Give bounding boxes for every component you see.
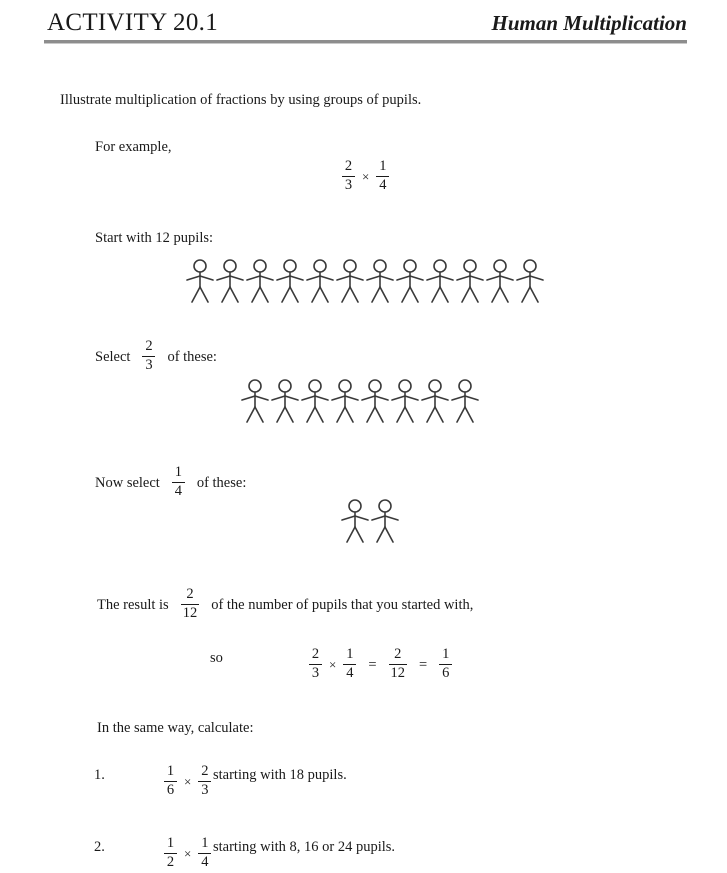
- exercise-1-text: starting with 18 pupils.: [213, 767, 347, 783]
- pupil-figure: [395, 258, 425, 303]
- result-equation: [305, 648, 456, 682]
- stick-figure-pupil-icon: [300, 378, 330, 423]
- multiply-operator: ×: [329, 657, 337, 672]
- stick-figure-pupil-icon: [360, 378, 390, 423]
- multiply-operator: ×: [184, 846, 192, 861]
- pupil-figure: [335, 258, 365, 303]
- stick-figure-pupil-icon: [485, 258, 515, 303]
- exercise-2-text: starting with 8, 16 or 24 pupils.: [213, 839, 396, 855]
- fraction-one-half: $\frac{1}{2}$: [164, 836, 177, 870]
- step-3-label: [95, 466, 246, 500]
- stick-figure-pupil-icon: [240, 378, 270, 423]
- exercise-1-number: 1.: [94, 767, 105, 783]
- pupil-figure: [275, 258, 305, 303]
- pupil-figure: [305, 258, 335, 303]
- pupil-figure: [365, 258, 395, 303]
- pupil-figure: [485, 258, 515, 303]
- step-2-label-before: Select: [95, 348, 131, 365]
- page-subtitle: Human Multiplication: [491, 11, 687, 35]
- intro-text: Illustrate multiplication of fractions by using groups of pupils.: [60, 92, 422, 108]
- pupil-figure: [455, 258, 485, 303]
- exercise-2-expression: [160, 837, 215, 871]
- pupil-figure: [270, 378, 300, 423]
- fraction-two-twelfths: $\frac{2}{12}$: [390, 646, 406, 681]
- fraction-one-quarter: $\frac{1}{4}$: [343, 647, 356, 681]
- fraction-two-twelfths: $\frac{2}{12}$: [182, 586, 198, 621]
- stick-figure-pupil-icon: [275, 258, 305, 303]
- step-3-label-before: Now select: [95, 474, 160, 491]
- stick-figure-pupil-icon: [340, 498, 370, 543]
- result-text-before: The result is: [97, 596, 169, 613]
- example-label: For example,: [95, 139, 172, 155]
- page-title: ACTIVITY 20.1: [47, 9, 219, 36]
- pupil-row-twelve: [185, 258, 545, 303]
- step-3-label-after: of these:: [196, 474, 247, 491]
- page-header: [47, 8, 687, 38]
- pupil-figure: [330, 378, 360, 423]
- step-1-label: Start with 12 pupils:: [95, 230, 214, 246]
- pupil-figure: [425, 258, 455, 303]
- stick-figure-pupil-icon: [420, 378, 450, 423]
- fraction-one-quarter: $\frac{1}{4}$: [198, 836, 211, 870]
- equals-sign: =: [419, 656, 428, 673]
- fraction-two-thirds: $\frac{2}{3}$: [142, 339, 155, 373]
- fraction-two-thirds: $\frac{2}{3}$: [198, 764, 211, 798]
- fraction-one-quarter: $\frac{1}{4}$: [376, 159, 389, 193]
- pupil-figure: [215, 258, 245, 303]
- stick-figure-pupil-icon: [365, 258, 395, 303]
- stick-figure-pupil-icon: [450, 378, 480, 423]
- fraction-one-sixth: $\frac{1}{6}$: [164, 764, 177, 798]
- stick-figure-pupil-icon: [455, 258, 485, 303]
- stick-figure-pupil-icon: [270, 378, 300, 423]
- stick-figure-pupil-icon: [515, 258, 545, 303]
- pupil-figure: [340, 498, 370, 543]
- fraction-one-quarter: $\frac{1}{4}$: [172, 465, 185, 499]
- step-2-label: [95, 340, 217, 374]
- stick-figure-pupil-icon: [330, 378, 360, 423]
- pupil-figure: [185, 258, 215, 303]
- pupil-figure: [420, 378, 450, 423]
- stick-figure-pupil-icon: [395, 258, 425, 303]
- stick-figure-pupil-icon: [370, 498, 400, 543]
- pupil-row-eight: [240, 378, 480, 423]
- pupil-figure: [240, 378, 270, 423]
- fraction-two-thirds: $\frac{2}{3}$: [309, 647, 322, 681]
- stick-figure-pupil-icon: [390, 378, 420, 423]
- stick-figure-pupil-icon: [335, 258, 365, 303]
- result-statement: [97, 588, 473, 622]
- pupil-figure: [300, 378, 330, 423]
- stick-figure-pupil-icon: [425, 258, 455, 303]
- so-label: so: [210, 650, 223, 666]
- pupil-figure: [390, 378, 420, 423]
- multiply-operator: ×: [362, 169, 370, 184]
- exercise-1-expression: [160, 765, 215, 799]
- pupil-figure: [245, 258, 275, 303]
- stick-figure-pupil-icon: [245, 258, 275, 303]
- result-text-after: of the number of pupils that you started with,: [211, 596, 474, 613]
- stick-figure-pupil-icon: [185, 258, 215, 303]
- multiply-operator: ×: [184, 774, 192, 789]
- stick-figure-pupil-icon: [305, 258, 335, 303]
- fraction-one-sixth: $\frac{1}{6}$: [439, 647, 452, 681]
- stick-figure-pupil-icon: [215, 258, 245, 303]
- exercises-heading: In the same way, calculate:: [97, 720, 254, 736]
- equals-sign: =: [368, 656, 377, 673]
- example-expression: [338, 160, 393, 194]
- pupil-figure: [450, 378, 480, 423]
- exercise-2-number: 2.: [94, 839, 105, 855]
- header-divider: [44, 40, 687, 44]
- pupil-figure: [515, 258, 545, 303]
- pupil-row-two: [340, 498, 400, 543]
- pupil-figure: [360, 378, 390, 423]
- step-2-label-after: of these:: [167, 348, 217, 365]
- fraction-two-thirds: $\frac{2}{3}$: [342, 159, 355, 193]
- pupil-figure: [370, 498, 400, 543]
